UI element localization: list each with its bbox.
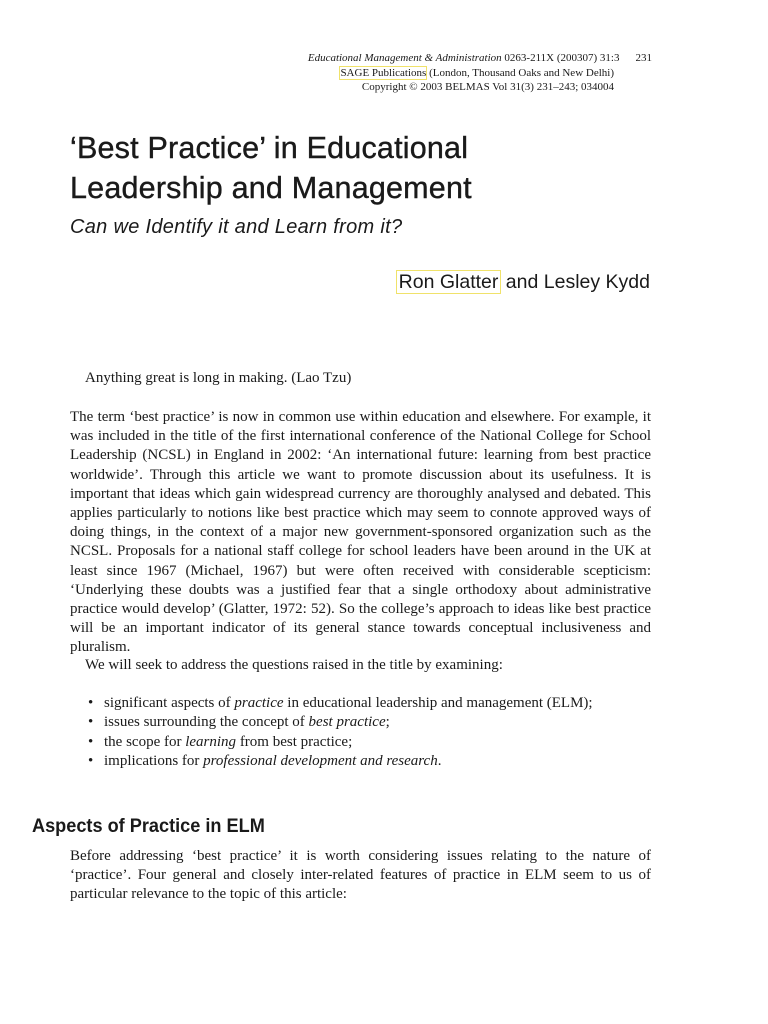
list-item-emphasis: practice [234,695,284,711]
section-heading: Aspects of Practice in ELM [32,815,265,837]
author-line [397,268,650,296]
running-header [250,51,652,95]
title-line-2: Leadership and Management [70,171,472,205]
list-item [88,733,593,752]
author-joiner: and [505,271,539,293]
page-number: 231 [635,52,652,64]
bullet-icon: • [88,733,94,750]
header-line-journal [250,51,652,66]
paragraph-aspects: Before addressing ‘best practice’ it is worth considering issues relating to the nature of ‘practice’. Four general and closely inter-related features of practice in ELM seem to us of particular relevance to the topic of this article: [70,848,651,903]
journal-name: Educational Management & Administration [307,52,502,64]
bullet-list [88,694,593,771]
title-line-1: ‘Best Practice’ in Educational [70,131,469,165]
list-item [88,694,593,713]
epigraph: Anything great is long in making. (Lao Tzu) [85,370,352,386]
list-item-emphasis: learning [185,733,237,750]
article-title [70,128,670,208]
issn: 0263-211X (200307) 31:3 [504,52,620,64]
list-item-emphasis: best practice [308,714,386,731]
bullet-icon: • [88,752,94,769]
paragraph-examining: We will seek to address the questions raised in the title by examining: [85,657,503,673]
list-item-text: . [437,752,442,769]
publisher-location: (London, Thousand Oaks and New Delhi) [429,66,614,79]
list-item-text: the scope for [104,733,186,750]
paragraph-intro: The term ‘best practice’ is now in common use within education and elsewhere. For example, it was included in the title of the first international conference of the National College for School Leadership (NCSL) in England in 2002: ‘An international future: learning from best practice worldwide’. Through this article we want to promote discussion about its usefulness. It is important that ideas which gain widespread currency are thoroughly analysed and debated. This applies particularly to notions like best practice which may seem to connote approved ways of doing things, in the context of a major new government-sponsored organization such as the NCSL. Proposals for a national staff college for school leaders have been around in the UK at least since 1967 (Michael, 1967) but were often received with considerable scepticism: ‘Underlying these doubts was a justified fear that a single orthodoxy about administrative practice would develop’ (Glatter, 1972: 52). So the college’s approach to ideas like best practice will be an important indicator of its general stance towards conceptual inclusiveness and pluralism. [70,409,651,656]
list-item-text: in educational leadership and management (ELM); [283,695,593,711]
list-item-emphasis: professional development and research [203,752,438,769]
bullet-icon: • [88,695,94,711]
list-item [88,752,593,771]
list-item-text: significant aspects of [104,695,235,711]
copyright-line: Copyright © 2003 BELMAS Vol 31(3) 231–243; 034004 [361,81,614,93]
list-item-text: implications for [104,752,204,769]
article-subtitle: Can we Identify it and Learn from it? [70,216,403,238]
publisher-link[interactable]: SAGE Publications [340,66,427,79]
list-item-text: issues surrounding the concept of [104,714,309,731]
list-item [88,713,593,732]
author-link-glatter[interactable]: Ron Glatter [398,271,499,293]
author-kydd: Lesley Kydd [543,271,650,293]
header-line-publisher [250,66,652,81]
list-item-text: from best practice; [236,733,353,750]
bullet-icon: • [88,714,94,731]
list-item-text: ; [385,714,390,731]
